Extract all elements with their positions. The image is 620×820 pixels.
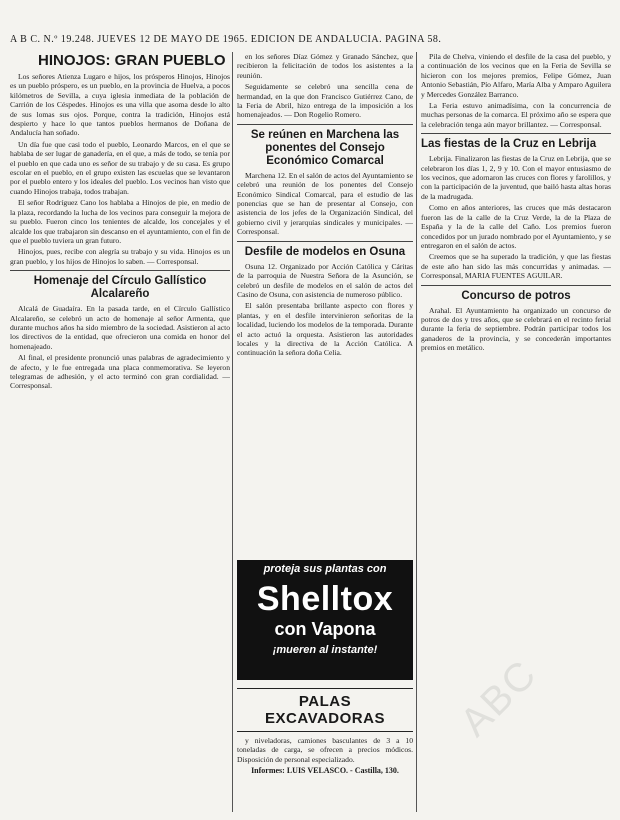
abc-watermark: ABC (452, 651, 546, 745)
column-rule-2 (416, 52, 417, 812)
masthead: A B C. N.º 19.248. JUEVES 12 DE MAYO DE 1965. EDICION DE ANDALUCIA. PAGINA 58. (10, 34, 442, 45)
article-paragraph: Arahal. El Ayuntamiento ha organizado un concurso de potros de dos y tres años, que se celebrará en el recinto ferial durante la feria de septiembre. Podrán participar todos los ganaderos de la provincia, y se concederán importantes premios en metálico. (421, 305, 611, 353)
column-rule-1 (232, 52, 233, 812)
column-2 (237, 52, 413, 360)
headline-osuna: Desfile de modelos en Osuna (244, 245, 406, 258)
column-1 (10, 52, 230, 393)
headline-marchena: Se reúnen en Marchena las ponentes del Consejo Económico Comarcal (250, 128, 400, 167)
headline-lebrija: Las fiestas de la Cruz en Lebrija (421, 138, 597, 151)
ad-brand: Shelltox (256, 580, 394, 618)
headline-hinojos: HINOJOS: GRAN PUEBLO (38, 52, 226, 69)
ad-tagline: ¡mueren al instante! (272, 644, 378, 656)
article-paragraph: El salón presentaba brillante aspecto con flores y plantas, y en el desfile intervinieron señoritas de la localidad, luciendo los modelos de la temporada. Durante el acto actuó la orquesta. Asistieron las autoridades locales y la directiva de la Acción Católica. A continuación la señora doña Celia. (237, 301, 413, 358)
article-paragraph: El señor Rodríguez Cano los hablaba a Hinojos de pie, en medio de la plaza, recordando la lucha de los vecinos para conseguir la mejora de su pueblo. Fueron cinco los tenientes de alcalde, los concejales y el alcalde los que trabajaron sin descanso en el ayuntamiento, con el fin de que el pueblo tuviera un gran futuro. (10, 198, 230, 245)
article-paragraph: Osuna 12. Organizado por Acción Católica y Cáritas de la parroquia de Nuestra Señora de la Asunción, se celebró un desfile de modelos en el salón de actos del Casino de Osuna, con asistencia de numeroso público. (237, 261, 413, 299)
headline-homenaje: Homenaje del Círculo Gallístico Alcalareño (33, 275, 207, 301)
excavator-advertisement (237, 688, 413, 775)
article-paragraph: Como en años anteriores, las cruces que más destacaron fueron las de la calle de la Cruz Verde, la de la Plaza de España y la de la calle del Caño. Los premios fueron concedidos por un jurado nombrado por el Ayuntamiento, y se entregaron en el salón de actos. (421, 203, 611, 250)
ad2-contact: Informes: LUIS VELASCO. - Castilla, 130. (251, 766, 399, 776)
article-paragraph: Marchena 12. En el salón de actos del Ayuntamiento se celebró una reunión de los ponentes del Consejo Económico Sindical Comarcal, para el estudio de las ponencias que se han de presentar al Consejo, con asistencia de los jefes de la Organización Sindical, del gobierno civil y jerarquías sindicales y municipales. — Corresponsal. (237, 170, 413, 237)
ad2-body: y niveladoras, camiones basculantes de 3 a 10 toneladas de carga, se ofrecen a precios módicos. Disposición de personal especializado. (237, 736, 413, 764)
article-paragraph: Creemos que se ha superado la tradición, y que las fiestas de este año han sido las más concurridas y animadas. — Corresponsal, MARIA FUENTES AGUILAR. (421, 252, 611, 281)
article-paragraph: Pila de Chelva, viniendo el desfile de la casa del pueblo, y a continuación de los vecinos que en la Feria de Sevilla se hicieron con los mejores premios, Felipe Gómez, Juan Antonio Sebastián, Pío Alfaro, María Alba y Amparo Aguilera y Mercedes González Barranco. (421, 52, 611, 99)
article-paragraph: Lebrija. Finalizaron las fiestas de la Cruz en Lebrija, que se celebraron los días 1, 2, 9 y 10. Con el mayor entusiasmo de los vecinos, que adornaron las cruces con flores y farolillos, y con la participación de la juventud, que bailó hasta altas horas de la madrugada. (421, 154, 611, 201)
shelltox-advertisement (237, 560, 413, 680)
article-paragraph: en los señores Díaz Gómez y Granado Sánchez, que recibieron la felicitación de todos los asistentes a la reunión. (237, 52, 413, 80)
article-paragraph: Un día fue que casi todo el pueblo, Leonardo Marcos, en el que se hablaba de ser lugar de ganadería, en el que, a más de todo, se tenía por el pueblo en que cada uno es señor de su trabajo y de su casa. Es grupo escolar en el pueblo, en el grupo existen las escuelas que se levantaron por el pueblo entero y los ideales del pueblo. Los vecinos han visto que cuando Hinojos trabaja, todos trabajan. (10, 139, 230, 196)
article-paragraph: Alcalá de Guadaíra. En la pasada tarde, en el Círculo Gallístico Alcalareño, se celebró un acto de homenaje al señor Armenta, que durante muchos años ha sido miembro de la sociedad. Asistieron al acto los directivos de la entidad, que ofrecieron una comida en honor del homenajeado. (10, 304, 230, 351)
section-divider (237, 124, 413, 125)
headline-potros: Concurso de potros (461, 289, 571, 302)
ad-subline: con Vapona (274, 619, 376, 639)
article-paragraph: Seguidamente se celebró una sencilla cena de hermandad, en la que don Francisco Gutiérrez Cano, de la Feria de Abril, hizo entrega de la imposición a los homenajeados. — Don Rogelio Romero. (237, 82, 413, 120)
ad2-title: PALAS EXCAVADORAS (237, 688, 413, 732)
article-paragraph: La Feria estuvo animadísima, con la concurrencia de muchas personas de la comarca. El próximo año se espera que la celebración tenga aún mayor brillantez. — Corresponsal. (421, 101, 611, 129)
section-divider (10, 270, 230, 271)
article-paragraph: Los señores Atienza Lugaro e hijos, los prósperos Hinojos, Hinojos es un pueblo próspero, es un pueblo, en la provincia de Huelva, a pocos kilómetros de Sevilla, a cuya iglesia inmediata de la población de Carrión de los Céspedes. Hinojos es una villa que asoma desde lo alto de sus lomas sus ojos. Porque, contra la tradición, Hinojos está despierto y hace lo que tantos pueblos hermanos de Doñana de Andalucía han soñado. (10, 72, 230, 138)
section-divider (237, 241, 413, 242)
section-divider (421, 133, 611, 134)
article-paragraph: Al final, el presidente pronunció unas palabras de agradecimiento y de afecto, y le fue entregada una placa conmemorativa. Se leyeron telegramas de adhesión, y el acto terminó con gran cordialidad. — Corresponsal. (10, 353, 230, 391)
section-divider (421, 285, 611, 286)
column-3 (421, 52, 611, 355)
article-paragraph: Hinojos, pues, recibe con alegría su trabajo y su vida. Hinojos es un gran pueblo, y los hijos de Hinojos lo saben. — Corresponsal. (10, 247, 230, 266)
ad-top-line: proteja sus plantas con (263, 563, 387, 575)
